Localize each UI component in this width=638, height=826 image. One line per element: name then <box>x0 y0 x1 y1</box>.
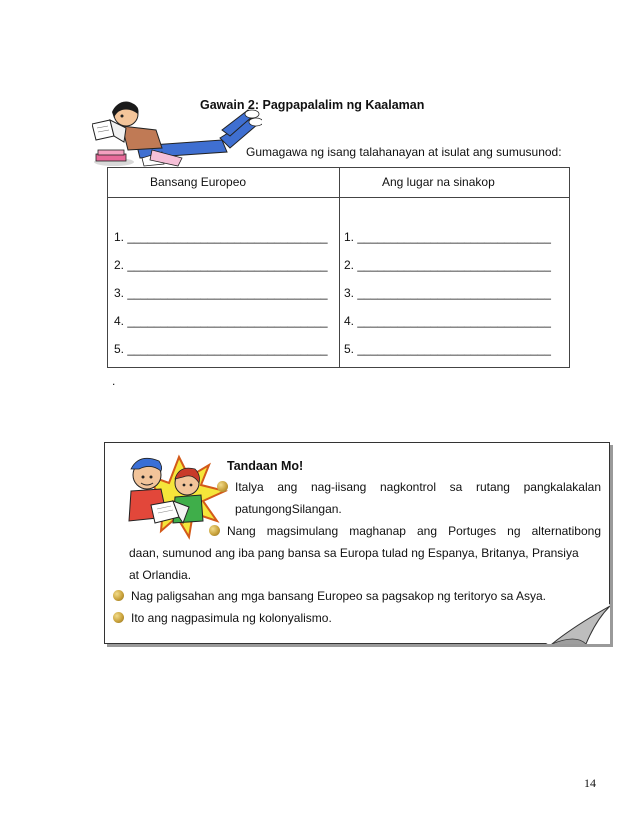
gold-bullet-icon <box>209 525 220 536</box>
note-line-1a: Italya ang nag-iisang nagkontrol sa rutang pangkalakalan <box>235 480 601 494</box>
left-answer-line-5: 5. ______________________________ <box>114 342 328 356</box>
note-line-3: Nag paligsahan ang mga bansang Europeo sa pagsakop ng teritoryo sa Asya. <box>131 589 546 603</box>
activity-title: Gawain 2: Pagpapalalim ng Kaalaman <box>200 98 425 112</box>
note-title: Tandaan Mo! <box>227 459 304 473</box>
right-answer-line-2: 2. _____________________________ <box>344 258 551 272</box>
note-line-1b: patungongSilangan. <box>235 502 342 516</box>
tandaan-mo-note <box>104 442 610 644</box>
page-curl-icon <box>546 604 610 644</box>
right-answer-line-5: 5. _____________________________ <box>344 342 551 356</box>
right-answer-line-3: 3. _____________________________ <box>344 286 551 300</box>
gold-bullet-icon <box>113 590 124 601</box>
activity-instruction: Gumagawa ng isang talahanayan at isulat ang sumusunod: <box>246 145 562 159</box>
left-answer-line-1: 1. ______________________________ <box>114 230 328 244</box>
right-answer-line-1: 1. _____________________________ <box>344 230 551 244</box>
note-line-2b: daan, sumunod ang iba pang bansa sa Europa tulad ng Espanya, Britanya, Pransiya <box>129 546 579 560</box>
note-line-4: Ito ang nagpasimula ng kolonyalismo. <box>131 611 332 625</box>
page-number: 14 <box>584 776 596 790</box>
left-answer-line-3: 3. ______________________________ <box>114 286 328 300</box>
table-header-lugar-na-sinakop: Ang lugar na sinakop <box>382 175 495 189</box>
right-answer-line-4: 4. _____________________________ <box>344 314 551 328</box>
answer-table <box>107 167 570 368</box>
table-header-bansang-europeo: Bansang Europeo <box>150 175 247 189</box>
gold-bullet-icon <box>113 612 124 623</box>
note-line-2c: at Orlandia. <box>129 568 192 582</box>
stray-dot: . <box>112 374 116 388</box>
left-answer-line-2: 2. ______________________________ <box>114 258 328 272</box>
note-line-2a: Nang magsimulang maghanap ang Portuges ng alternatibong <box>227 524 601 538</box>
gold-bullet-icon <box>217 481 228 492</box>
left-answer-line-4: 4. ______________________________ <box>114 314 328 328</box>
